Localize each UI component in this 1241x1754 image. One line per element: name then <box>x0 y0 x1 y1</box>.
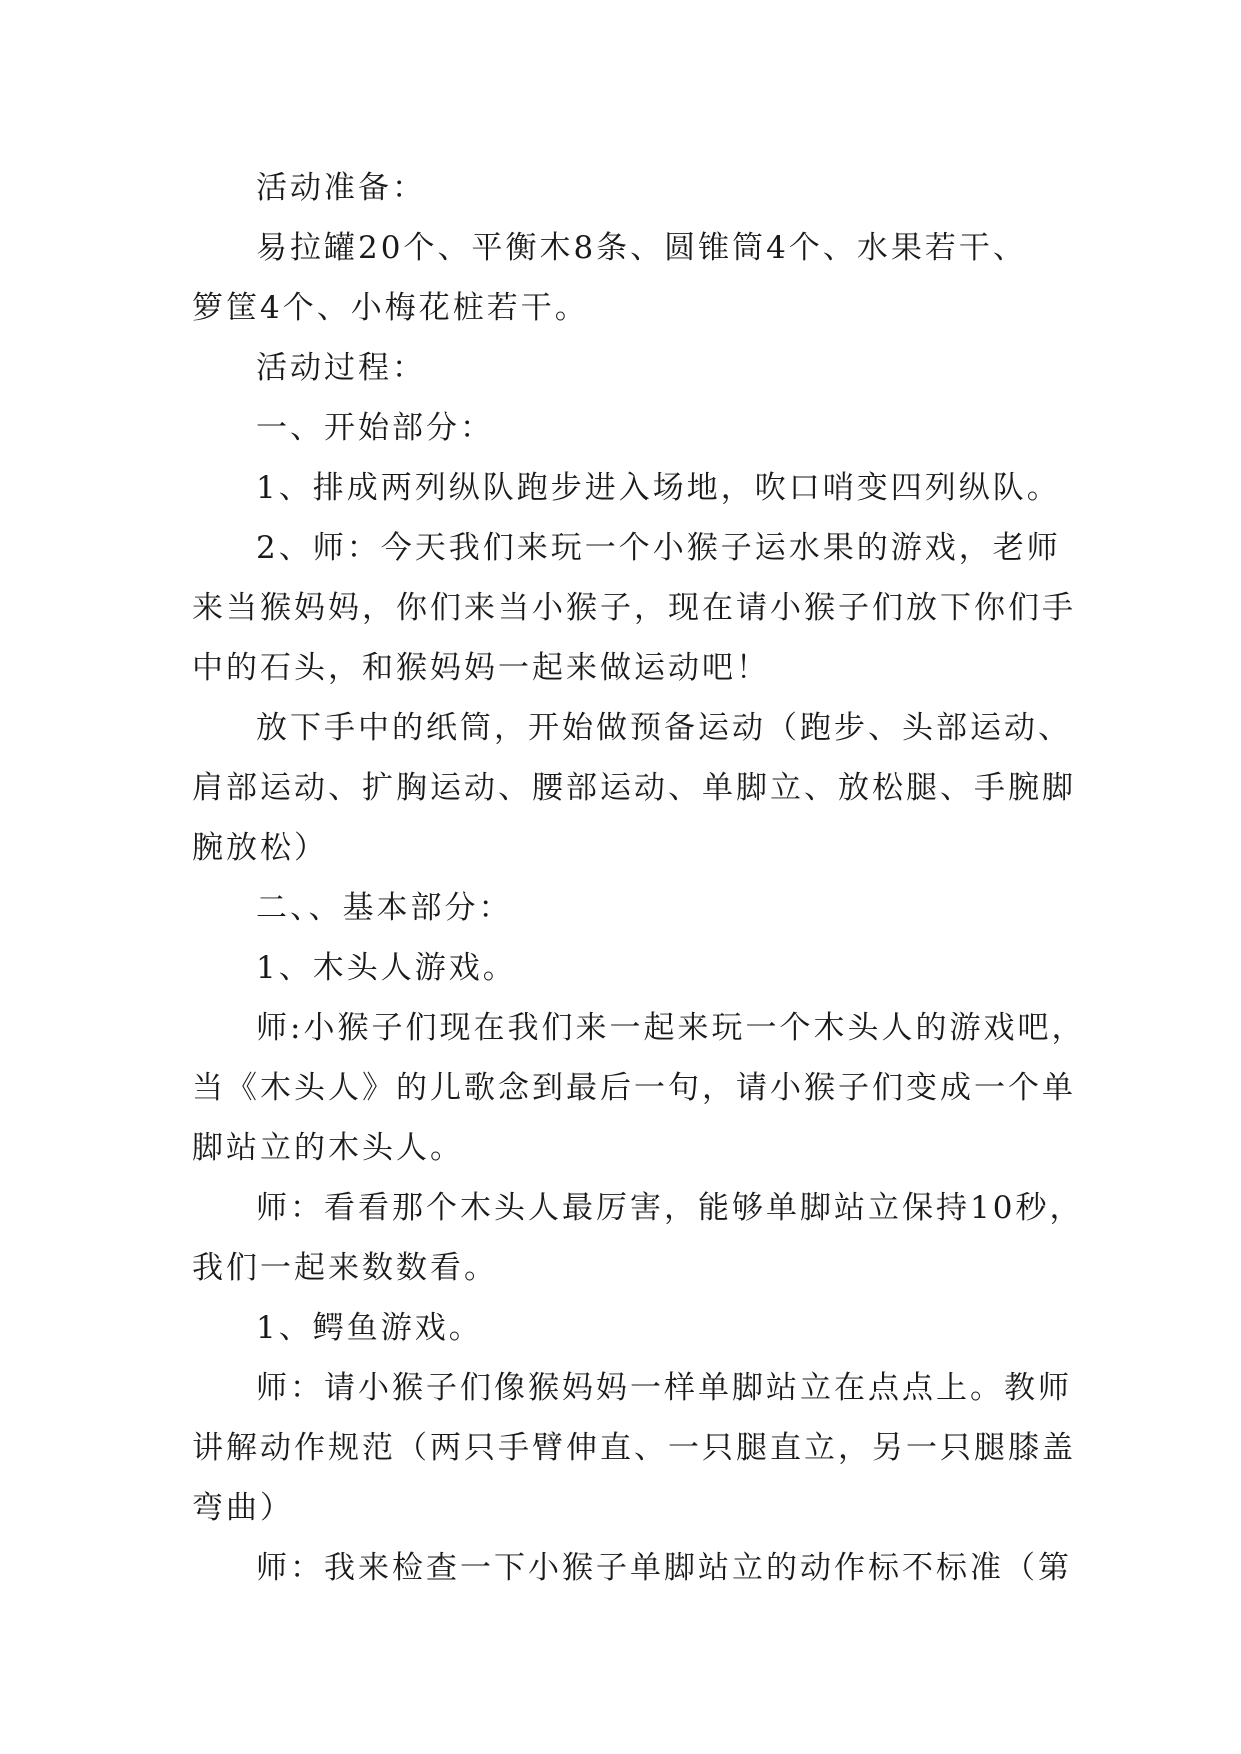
heading-preparation: 活动准备： <box>256 170 426 206</box>
paragraph-line: 师：我来检查一下小猴子单脚站立的动作标不标准（第 <box>256 1550 1072 1586</box>
paragraph-line: 肩部运动、扩胸运动、腰部运动、单脚立、放松腿、手腕脚 <box>192 770 1076 806</box>
paragraph-line: 1、木头人游戏。 <box>256 950 517 986</box>
paragraph-line: 1、排成两列纵队跑步进入场地，吹口哨变四列纵队。 <box>256 470 1061 506</box>
paragraph-line: 讲解动作规范（两只手臂伸直、一只腿直立，另一只腿膝盖 <box>192 1430 1076 1466</box>
section-heading-basic: 二、、基本部分： <box>256 890 513 926</box>
section-heading-start: 一、开始部分： <box>256 410 494 446</box>
document-body <box>192 158 1086 1598</box>
paragraph-line: 易拉罐20个、平衡木8条、圆锥筒4个、水果若干、 <box>256 230 1027 266</box>
paragraph-line: 我们一起来数数看。 <box>192 1250 498 1286</box>
paragraph-line: 师：请小猴子们像猴妈妈一样单脚站立在点点上。教师 <box>256 1370 1072 1406</box>
paragraph-line: 弯曲） <box>192 1490 294 1526</box>
paragraph-line: 脚站立的木头人。 <box>192 1130 464 1166</box>
paragraph-line: 腕放松） <box>192 830 328 866</box>
paragraph-line: 师：看看那个木头人最厉害，能够单脚站立保持10秒， <box>256 1190 1084 1226</box>
paragraph-line: 来当猴妈妈，你们来当小猴子，现在请小猴子们放下你们手 <box>192 590 1076 626</box>
paragraph-line: 当《木头人》的儿歌念到最后一句，请小猴子们变成一个单 <box>192 1070 1076 1106</box>
paragraph-line: 2、师：今天我们来玩一个小猴子运水果的游戏，老师 <box>256 530 1061 566</box>
paragraph-line: 箩筐4个、小梅花桩若干。 <box>192 290 589 326</box>
paragraph-line: 中的石头，和猴妈妈一起来做运动吧！ <box>192 650 770 686</box>
heading-process: 活动过程： <box>256 350 426 386</box>
paragraph-line: 1、鳄鱼游戏。 <box>256 1310 483 1346</box>
paragraph-line: 师:小猴子们现在我们来一起来玩一个木头人的游戏吧， <box>256 1010 1086 1046</box>
paragraph-line: 放下手中的纸筒，开始做预备运动（跑步、头部运动、 <box>256 710 1072 746</box>
